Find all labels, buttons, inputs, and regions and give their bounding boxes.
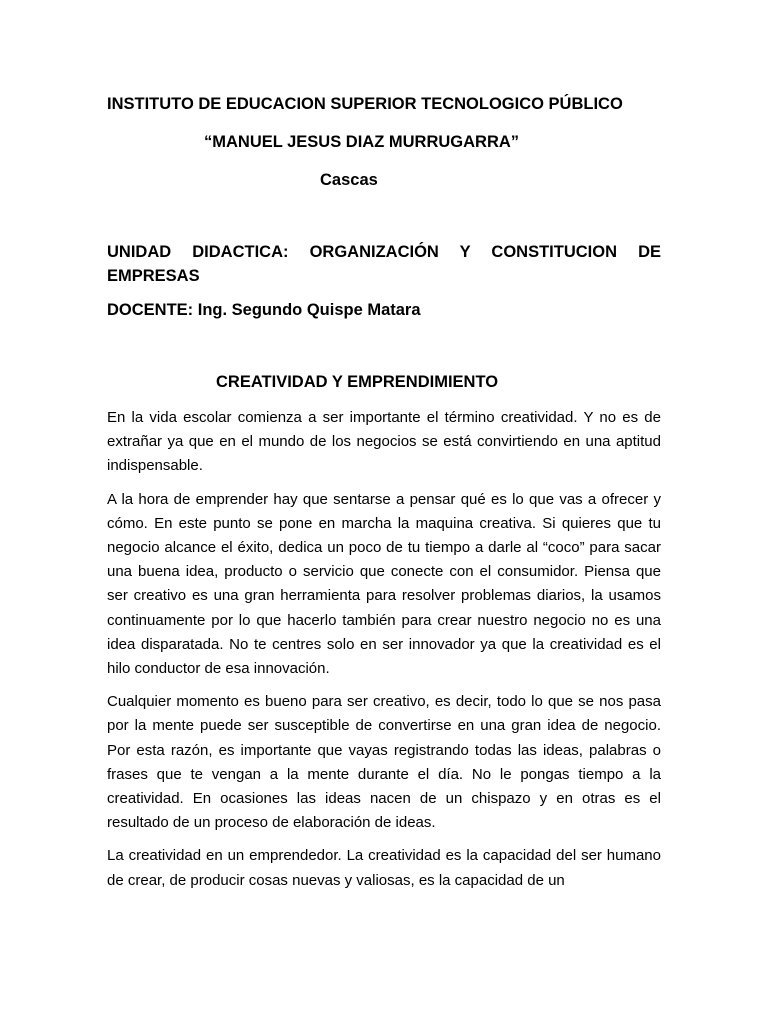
unit-heading: UNIDAD DIDACTICA: ORGANIZACIÓN Y CONSTITUCION DE EMPRESAS	[107, 243, 661, 285]
paragraph: Cualquier momento es bueno para ser creativo, es decir, todo lo que se nos pasa por la mente puede ser susceptible de convertirse en una gran idea de negocio. Por esta razón, es importante que vayas registrando todas las ideas, palabras o frases que te vengan a la mente durante el día. No le pongas tiempo a la creatividad. En ocasiones las ideas nacen de un chispazo y en otras es el resultado de un proceso de elaboración de ideas.	[107, 693, 661, 832]
city-heading: Cascas	[320, 171, 378, 189]
document-content	[107, 92, 661, 893]
institute-heading: INSTITUTO DE EDUCACION SUPERIOR TECNOLOGICO PÚBLICO	[107, 95, 623, 113]
teacher-heading: DOCENTE: Ing. Segundo Quispe Matara	[107, 301, 421, 319]
paragraph: La creatividad en un emprendedor. La creatividad es la capacidad del ser humano de crear, de producir cosas nuevas y valiosas, es la capacidad de un	[107, 847, 661, 889]
paragraph: En la vida escolar comienza a ser importante el término creatividad. Y no es de extrañar ya que en el mundo de los negocios se está convirtiendo en una aptitud indispensable.	[107, 409, 661, 475]
document-title: CREATIVIDAD Y EMPRENDIMIENTO	[216, 373, 499, 391]
institute-name-heading: “MANUEL JESUS DIAZ MURRUGARRA”	[204, 133, 520, 151]
paragraph: A la hora de emprender hay que sentarse a pensar qué es lo que vas a ofrecer y cómo. En este punto se pone en marcha la maquina creativa. Si quieres que tu negocio alcance el éxito, dedica un poco de tu tiempo a darle al “coco” para sacar una buena idea, producto o servicio que conecte con el consumidor. Piensa que ser creativo es una gran herramienta para resolver problemas diarios, la usamos continuamente por lo que hacerlo también para crear nuestro negocio no es una idea disparatada. No te centres solo en ser innovador ya que la creatividad es el hilo conductor de esa innovación.	[107, 490, 661, 678]
